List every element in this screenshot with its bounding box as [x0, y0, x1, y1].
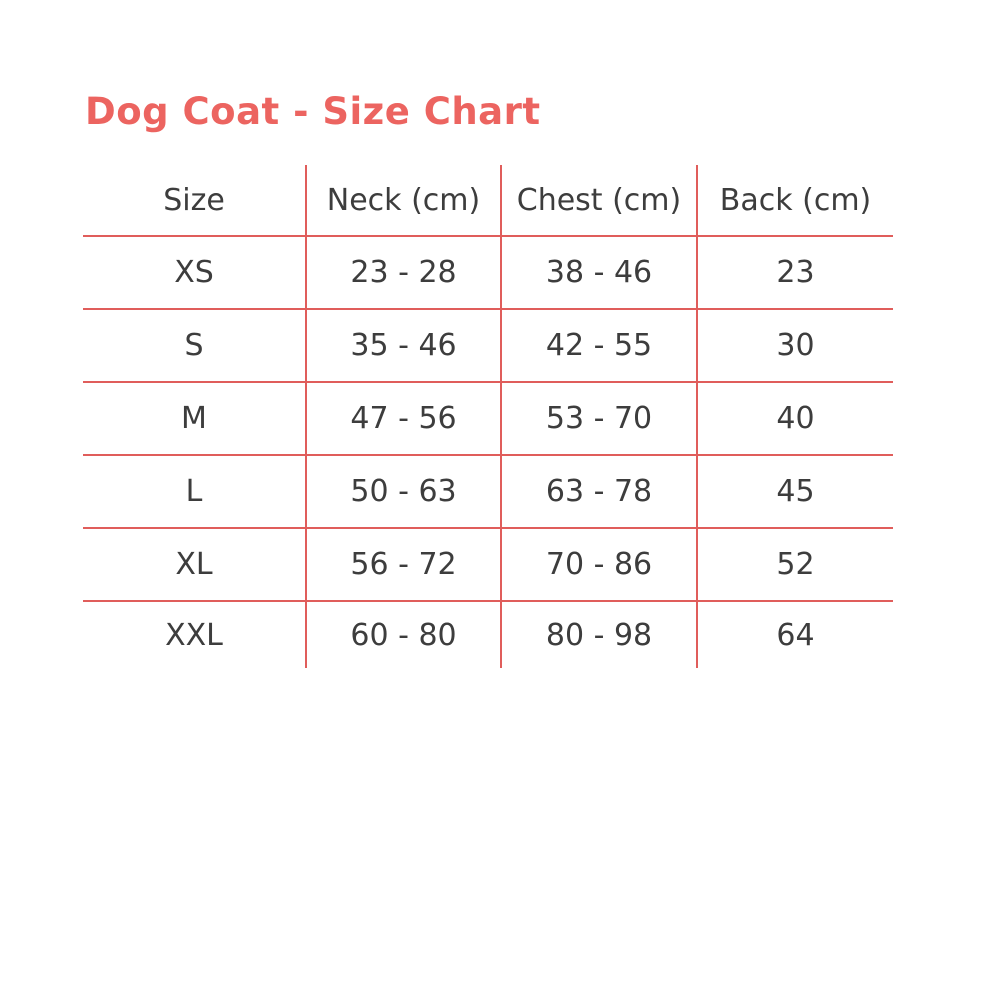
chest-value: 80 - 98 — [502, 602, 698, 668]
table-header-row — [83, 165, 893, 237]
column-header-neck: Neck (cm) — [307, 165, 502, 235]
size-label: L — [83, 456, 307, 527]
back-value: 64 — [776, 617, 815, 653]
back-value: 52 — [776, 547, 815, 582]
neck-value: 47 - 56 — [307, 383, 502, 454]
neck-value: 35 - 46 — [307, 310, 502, 381]
table-row-xxl — [83, 602, 893, 668]
neck-value: 56 - 72 — [307, 529, 502, 600]
size-label: XS — [83, 237, 307, 308]
chest-value: 38 - 46 — [502, 237, 698, 308]
back-value: 40 — [776, 401, 815, 436]
column-header-chest: Chest (cm) — [502, 165, 698, 235]
table-row-s — [83, 310, 893, 383]
size-label: XXL — [83, 602, 307, 668]
column-header-size: Size — [83, 165, 307, 235]
back-value: 23 — [776, 255, 815, 290]
size-label: M — [83, 383, 307, 454]
size-chart-table — [83, 165, 893, 668]
chest-value: 70 - 86 — [502, 529, 698, 600]
size-label: S — [83, 310, 307, 381]
column-header-back: Back (cm) — [719, 182, 872, 218]
neck-value: 50 - 63 — [307, 456, 502, 527]
table-row-l — [83, 456, 893, 529]
back-value: 45 — [776, 474, 815, 509]
table-row-xl — [83, 529, 893, 602]
size-label: XL — [83, 529, 307, 600]
chest-value: 63 - 78 — [502, 456, 698, 527]
table-row-xs — [83, 237, 893, 310]
neck-value: 60 - 80 — [307, 602, 502, 668]
chest-value: 42 - 55 — [502, 310, 698, 381]
page-title: Dog Coat - Size Chart — [85, 90, 541, 133]
chest-value: 53 - 70 — [502, 383, 698, 454]
back-value: 30 — [776, 328, 815, 363]
table-row-m — [83, 383, 893, 456]
neck-value: 23 - 28 — [307, 237, 502, 308]
